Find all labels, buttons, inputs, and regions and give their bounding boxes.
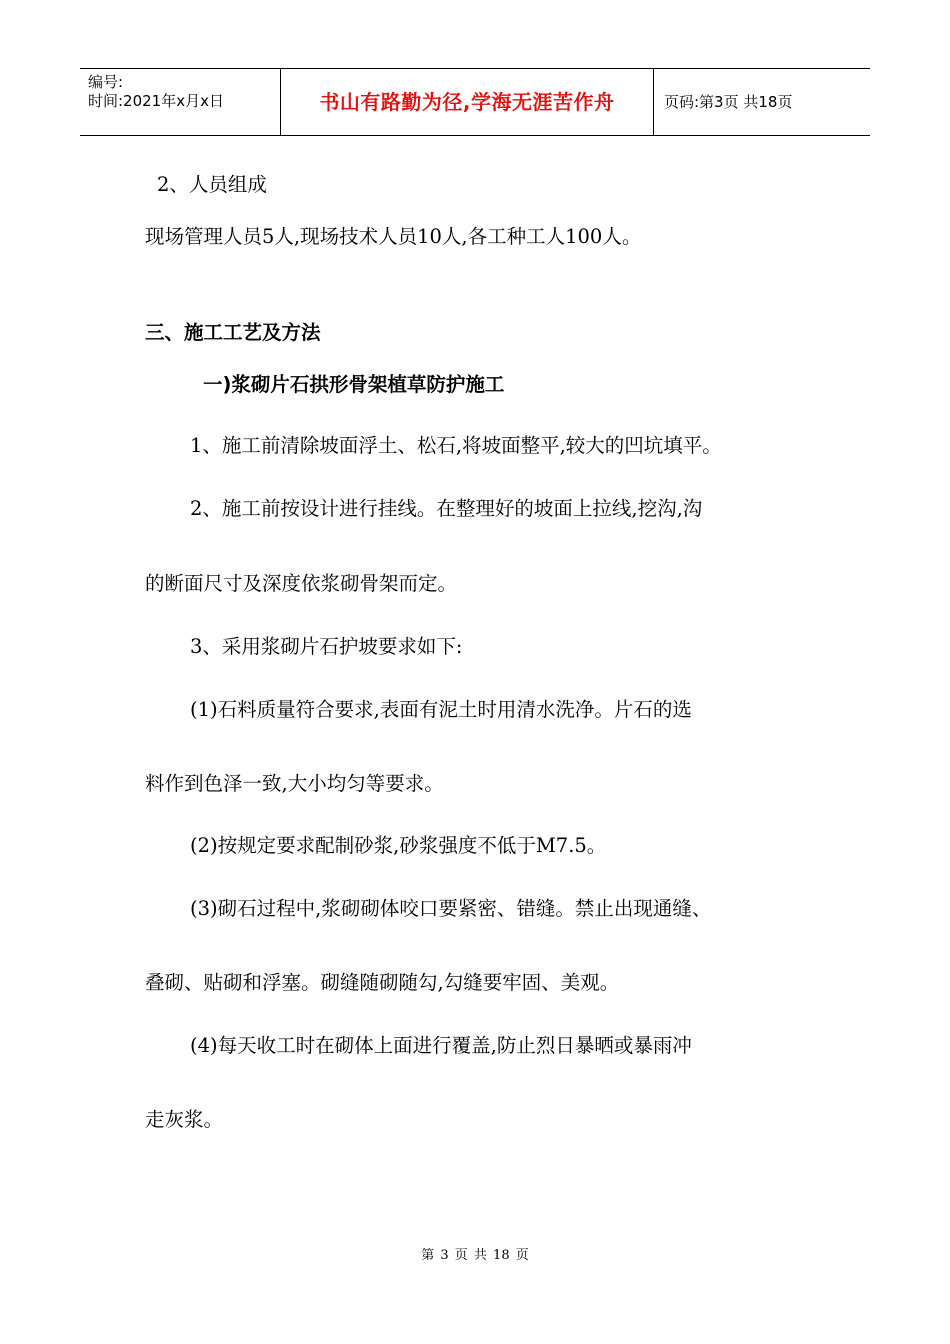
header-page-info: 页码:第3页 共18页: [664, 93, 793, 111]
header-meta: [80, 69, 281, 135]
section-heading-personnel: 2、人员组成: [157, 173, 267, 196]
paragraph-line: 现场管理人员5人,现场技术人员10人,各工种工人100人。: [145, 225, 642, 248]
paragraph-line: 走灰浆。: [145, 1108, 224, 1131]
paragraph-line: (1)石料质量符合要求,表面有泥土时用清水洗净。片石的选: [190, 698, 692, 721]
paragraph-line: (4)每天收工时在砌体上面进行覆盖,防止烈日暴晒或暴雨冲: [190, 1034, 692, 1057]
header-motto: 书山有路勤为径,学海无涯苦作舟: [281, 69, 654, 135]
paragraph-line: 3、采用浆砌片石护坡要求如下:: [190, 635, 463, 658]
subsection-heading: 一)浆砌片石拱形骨架植草防护施工: [203, 373, 505, 396]
header-code-label: 编号:: [88, 73, 124, 91]
paragraph-line: 2、施工前按设计进行挂线。在整理好的坡面上拉线,挖沟,沟: [190, 497, 703, 520]
paragraph-line: 料作到色泽一致,大小均匀等要求。: [145, 772, 444, 795]
paragraph-line: (2)按规定要求配制砂浆,砂浆强度不低于M7.5。: [190, 834, 607, 857]
header-time-label: 时间:2021年x月x日: [88, 92, 224, 110]
section-heading-process: 三、施工工艺及方法: [145, 321, 321, 344]
paragraph-line: (3)砌石过程中,浆砌砌体咬口要紧密、错缝。禁止出现通缝、: [190, 897, 712, 920]
paragraph-line: 叠砌、贴砌和浮塞。砌缝随砌随勾,勾缝要牢固、美观。: [145, 971, 620, 994]
paragraph-line: 的断面尺寸及深度依浆砌骨架而定。: [145, 572, 458, 595]
document-header: [80, 68, 870, 136]
page-footer: 第 3 页 共 18 页: [421, 1248, 529, 1263]
paragraph-line: 1、施工前清除坡面浮土、松石,将坡面整平,较大的凹坑填平。: [190, 434, 722, 457]
